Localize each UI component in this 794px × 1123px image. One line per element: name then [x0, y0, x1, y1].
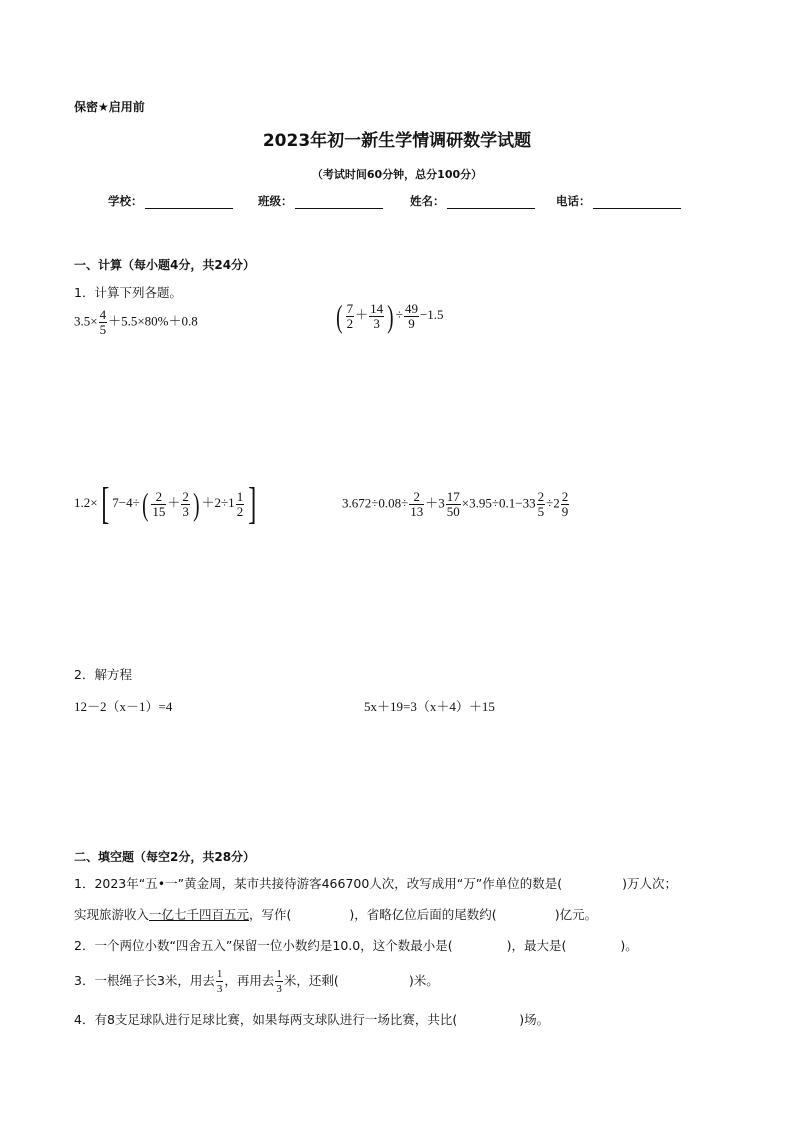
- name-blank[interactable]: [447, 196, 535, 209]
- fill-q1-line2: 实现旅游收入一亿七千四百五元，写作( )，省略亿位后面的尾数约( )亿元。: [74, 907, 598, 922]
- school-field[interactable]: [108, 193, 233, 209]
- q2-label: 2．解方程: [74, 667, 132, 682]
- fill-q4: 4．有8支足球队进行足球比赛，如果每两支球队进行一场比赛，共比( )场。: [74, 1012, 550, 1027]
- phone-blank[interactable]: [593, 196, 681, 209]
- expr-1: 3.5× $\frac{4}{5}$ ＋5.5×80%＋0.8: [74, 307, 198, 337]
- equation-2: 5x＋19=3（x＋4）＋15: [364, 699, 495, 714]
- equation-1: 12－2（x－1）=4: [74, 699, 173, 714]
- section2-heading: 二、填空题（每空2分，共28分）: [74, 850, 256, 864]
- class-field[interactable]: [258, 193, 383, 209]
- class-label: 班级：: [258, 194, 293, 208]
- section1-heading: 一、计算（每小题4分，共24分）: [74, 258, 256, 272]
- frac-4-5: $\frac{4}{5}$: [99, 307, 107, 337]
- phone-field[interactable]: [556, 193, 681, 209]
- school-label: 学校：: [108, 194, 143, 208]
- class-blank[interactable]: [295, 196, 383, 209]
- phone-label: 电话：: [556, 194, 591, 208]
- confidential-mark: 保密★启用前: [74, 100, 145, 114]
- school-blank[interactable]: [145, 196, 233, 209]
- fill-q1-line1: 1．2023年“五•一”黄金周，某市共接待游客466700人次，改写成用“万”作单位的数是( )万人次；: [74, 876, 678, 891]
- exam-subtitle: （考试时间60分钟，总分100分）: [311, 168, 483, 181]
- expr-4: 3.672÷0.08÷ $\frac{2}{13}$ ＋3 $\frac{17}{50}$ ×3.95÷0.1−33 $\frac{2}{5}$ ÷2 $\frac{2}{9}$: [342, 489, 569, 519]
- name-field[interactable]: [410, 193, 535, 209]
- fill-q3: 3．一根绳子长3米，用去 $\frac{1}{3}$ ，再用去 $\frac{1}{3}$ 米，还剩( )米。: [74, 968, 439, 995]
- expr-3: 1.2×[ 7−4÷( $\frac{2}{15}$ ＋ $\frac{2}{3}$ ) ＋2÷1 $\frac{1}{2}$ ]: [74, 479, 257, 528]
- fill-q2: 2．一个两位小数“四舍五入”保留一位小数约是10.0，这个数最小是( )，最大是( )。: [74, 938, 638, 953]
- name-label: 姓名：: [410, 194, 445, 208]
- q1-label: 1．计算下列各题。: [74, 285, 182, 300]
- expr-2: ( $\frac{7}{2}$ ＋ $\frac{14}{3}$ ) ÷ $\frac{49}{9}$ −1.5: [336, 298, 444, 334]
- exam-title: 2023年初一新生学情调研数学试题: [262, 131, 532, 151]
